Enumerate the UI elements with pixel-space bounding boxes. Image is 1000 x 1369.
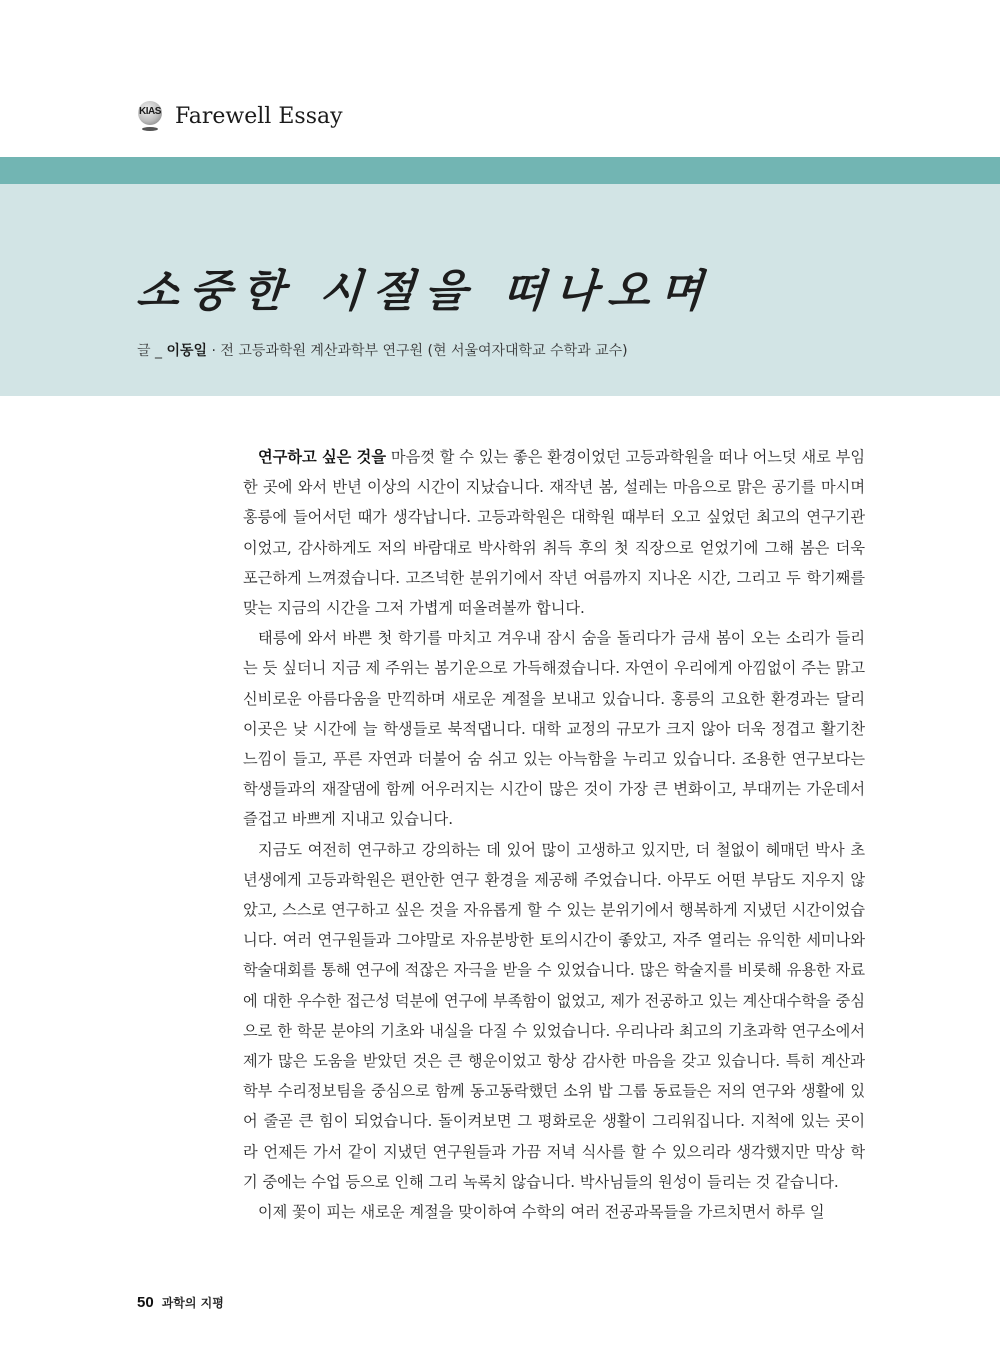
lead-phrase: 연구하고 싶은 것을 — [258, 448, 387, 466]
paragraph-4: 이제 꽃이 피는 새로운 계절을 맞이하여 수학의 여러 전공과목들을 가르치면서 하루 일 — [258, 1203, 825, 1222]
kias-logo-icon: KIAS — [133, 99, 167, 133]
section-label: Farewell Essay — [175, 103, 343, 129]
header-band-dark — [0, 157, 1000, 184]
essay-title: 소중한 시절을 떠나오며 — [134, 266, 715, 317]
page-footer — [137, 1294, 224, 1311]
paragraph-2: 태릉에 와서 바쁜 첫 학기를 마치고 겨우내 잠시 숨을 돌리다가 금새 봄이 오는 소리가 들리는 듯 싶더니 지금 제 주위는 봄기운으로 가득해졌습니다. 자연이 우리에게 아낌없이 주는 맑고 신비로운 아름다움을 만끽하며 새로운 계절을 보내고 있습니다. 홍릉의 고요한 환경과는 달리 이곳은 낮 시간에 늘 학생들로 북적댑니다. 대학 교정의 규모가 크지 않아 더욱 정겹고 활기찬 느낌이 들고, 푸른 자연과 더불어 숨 쉬고 있는 아늑함을 누리고 있습니다. 조용한 연구보다는 학생들과의 재잘댐에 함께 어우러지는 시간이 많은 것이 가장 큰 변화이고, 부대끼는 가운데서 즐겁고 바쁘게 지내고 있습니다. — [243, 629, 865, 829]
paragraph-3: 지금도 여전히 연구하고 강의하는 데 있어 많이 고생하고 있지만, 더 철없이 헤매던 박사 초년생에게 고등과학원은 편안한 연구 환경을 제공해 주었습니다. 아무도 어떤 부담도 지우지 않았고, 스스로 연구하고 싶은 것을 자유롭게 할 수 있는 분위기에서 행복하게 지냈던 시간이었습니다. 여러 연구원들과 그야말로 자유분방한 토의시간이 좋았고, 자주 열리는 유익한 세미나와 학술대회를 통해 연구에 적잖은 자극을 받을 수 있었습니다. 많은 학술지를 비롯해 유용한 자료에 대한 우수한 접근성 덕분에 연구에 부족함이 없었고, 제가 전공하고 있는 계산대수학을 중심으로 한 학문 분야의 기초와 내실을 다질 수 있었습니다. 우리나라 최고의 기초과학 연구소에서 제가 많은 도움을 받았던 것은 큰 행운이었고 항상 감사한 마음을 갖고 있습니다. 특히 계산과학부 수리정보팀을 중심으로 함께 동고동락했던 소위 밥 그룹 동료들은 저의 연구와 생활에 있어 줄곧 큰 힘이 되었습니다. 돌이켜보면 그 평화로운 생활이 그리워집니다. 지척에 있는 곳이라 언제든 가서 같이 지냈던 연구원들과 가끔 저녁 식사를 할 수 있으리라 생각했지만 막상 학기 중에는 수업 등으로 인해 그리 녹록치 않습니다. 박사님들의 원성이 들리는 것 같습니다. — [243, 840, 865, 1191]
author-name: 이동일 — [166, 343, 208, 359]
author-description: · 전 고등과학원 계산과학부 연구원 (현 서울여자대학교 수학과 교수) — [211, 343, 628, 359]
byline-prefix: 글 _ — [137, 343, 162, 359]
byline — [137, 340, 628, 360]
section-header — [133, 98, 343, 134]
page-number: 50 — [137, 1294, 154, 1311]
essay-body — [243, 442, 865, 1227]
magazine-name: 과학의 지평 — [161, 1296, 224, 1310]
paragraph-1: 연구하고 싶은 것을 마음껏 할 수 있는 좋은 환경이었던 고등과학원을 떠나 어느덧 새로 부임한 곳에 와서 반년 이상의 시간이 지났습니다. 재작년 봄, 설레는 마음으로 맑은 공기를 마시며 홍릉에 들어서던 때가 생각납니다. 고등과학원은 대학원 때부터 오고 싶었던 최고의 연구기관이었고, 감사하게도 저의 바람대로 박사학위 취득 후의 첫 직장으로 얻었기에 그해 봄은 더욱 포근하게 느껴졌습니다. 고즈넉한 분위기에서 작년 여름까지 지나온 시간, 그리고 두 학기째를 맞는 지금의 시간을 그저 가볍게 떠올려볼까 합니다. — [243, 448, 865, 618]
